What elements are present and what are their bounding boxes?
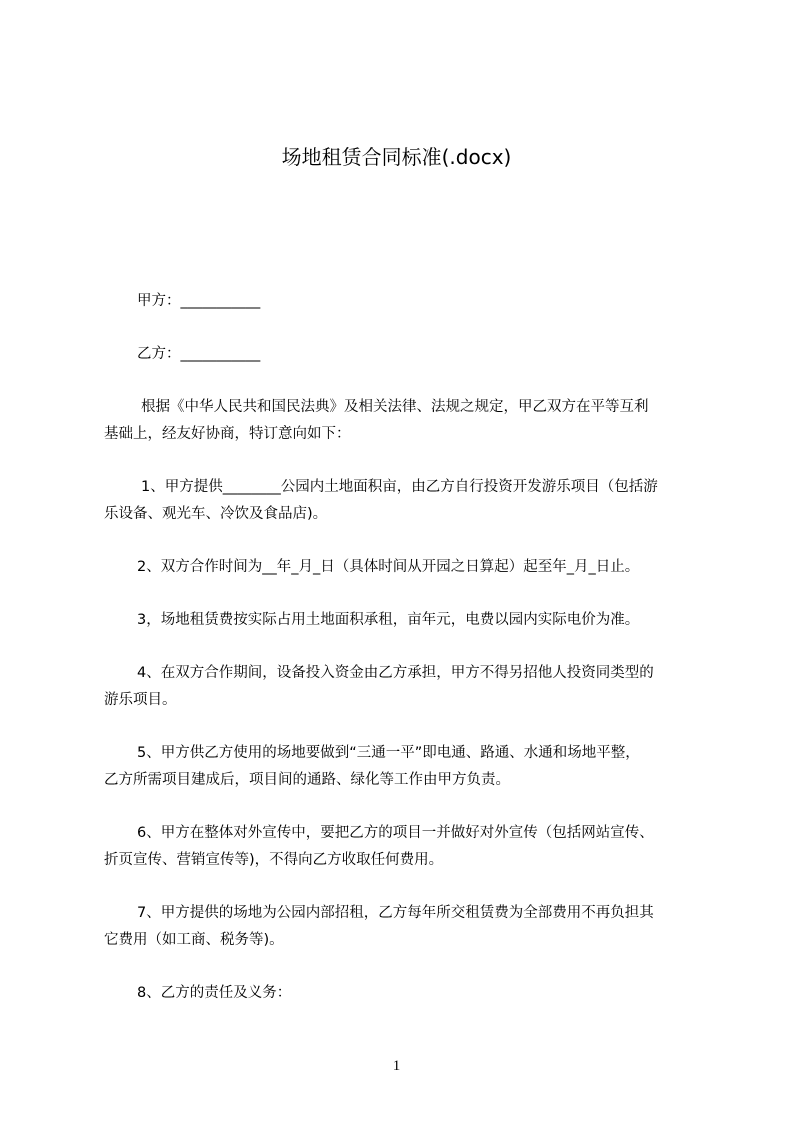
clause-4-line-1: 4、在双方合作期间，设备投入资金由乙方承担，甲方不得另招他人投资同类型的 bbox=[137, 665, 654, 681]
party-a-line: 甲方：___________ bbox=[137, 293, 261, 309]
clause-6-line-1: 6、甲方在整体对外宣传中，要把乙方的项目一并做好对外宣传（包括网站宣传、 bbox=[137, 825, 654, 841]
document-title: 场地租赁合同标准(.docx) bbox=[281, 145, 512, 169]
clause-5-line-1: 5、甲方供乙方使用的场地要做到“三通一平”即电通、路通、水通和场地平整， bbox=[137, 745, 640, 761]
clause-6-line-2: 折页宣传、营销宣传等)，不得向乙方收取任何费用。 bbox=[104, 852, 444, 868]
preamble-line-1: 根据《中华人民共和国民法典》及相关法律、法规之规定，甲乙双方在平等互利 bbox=[141, 399, 649, 415]
clause-8-line-1: 8、乙方的责任及义务： bbox=[137, 985, 292, 1001]
page-number: 1 bbox=[392, 1058, 401, 1074]
clause-1-line-1: 1、甲方提供________公园内土地面积亩，由乙方自行投资开发游乐项目（包括游 bbox=[141, 479, 658, 495]
clause-7-line-2: 它费用（如工商、税务等)。 bbox=[104, 932, 284, 948]
clause-1-line-2: 乐设备、观光车、冷饮及食品店)。 bbox=[104, 506, 328, 522]
clause-3-line-1: 3，场地租赁费按实际占用土地面积承租，亩年元，电费以园内实际电价为准。 bbox=[137, 612, 640, 628]
clause-7-line-1: 7、甲方提供的场地为公园内部招租，乙方每年所交租赁费为全部费用不再负担其 bbox=[137, 905, 654, 921]
party-b-line: 乙方：___________ bbox=[137, 346, 261, 362]
preamble-line-2: 基础上，经友好协商，特订意向如下： bbox=[104, 426, 351, 442]
clause-2-line-1: 2、双方合作时间为__年_月_日（具体时间从开园之日算起）起至年_月_日止。 bbox=[137, 559, 640, 575]
clause-4-line-2: 游乐项目。 bbox=[104, 692, 177, 708]
clause-5-line-2: 乙方所需项目建成后，项目间的通路、绿化等工作由甲方负责。 bbox=[104, 772, 510, 788]
